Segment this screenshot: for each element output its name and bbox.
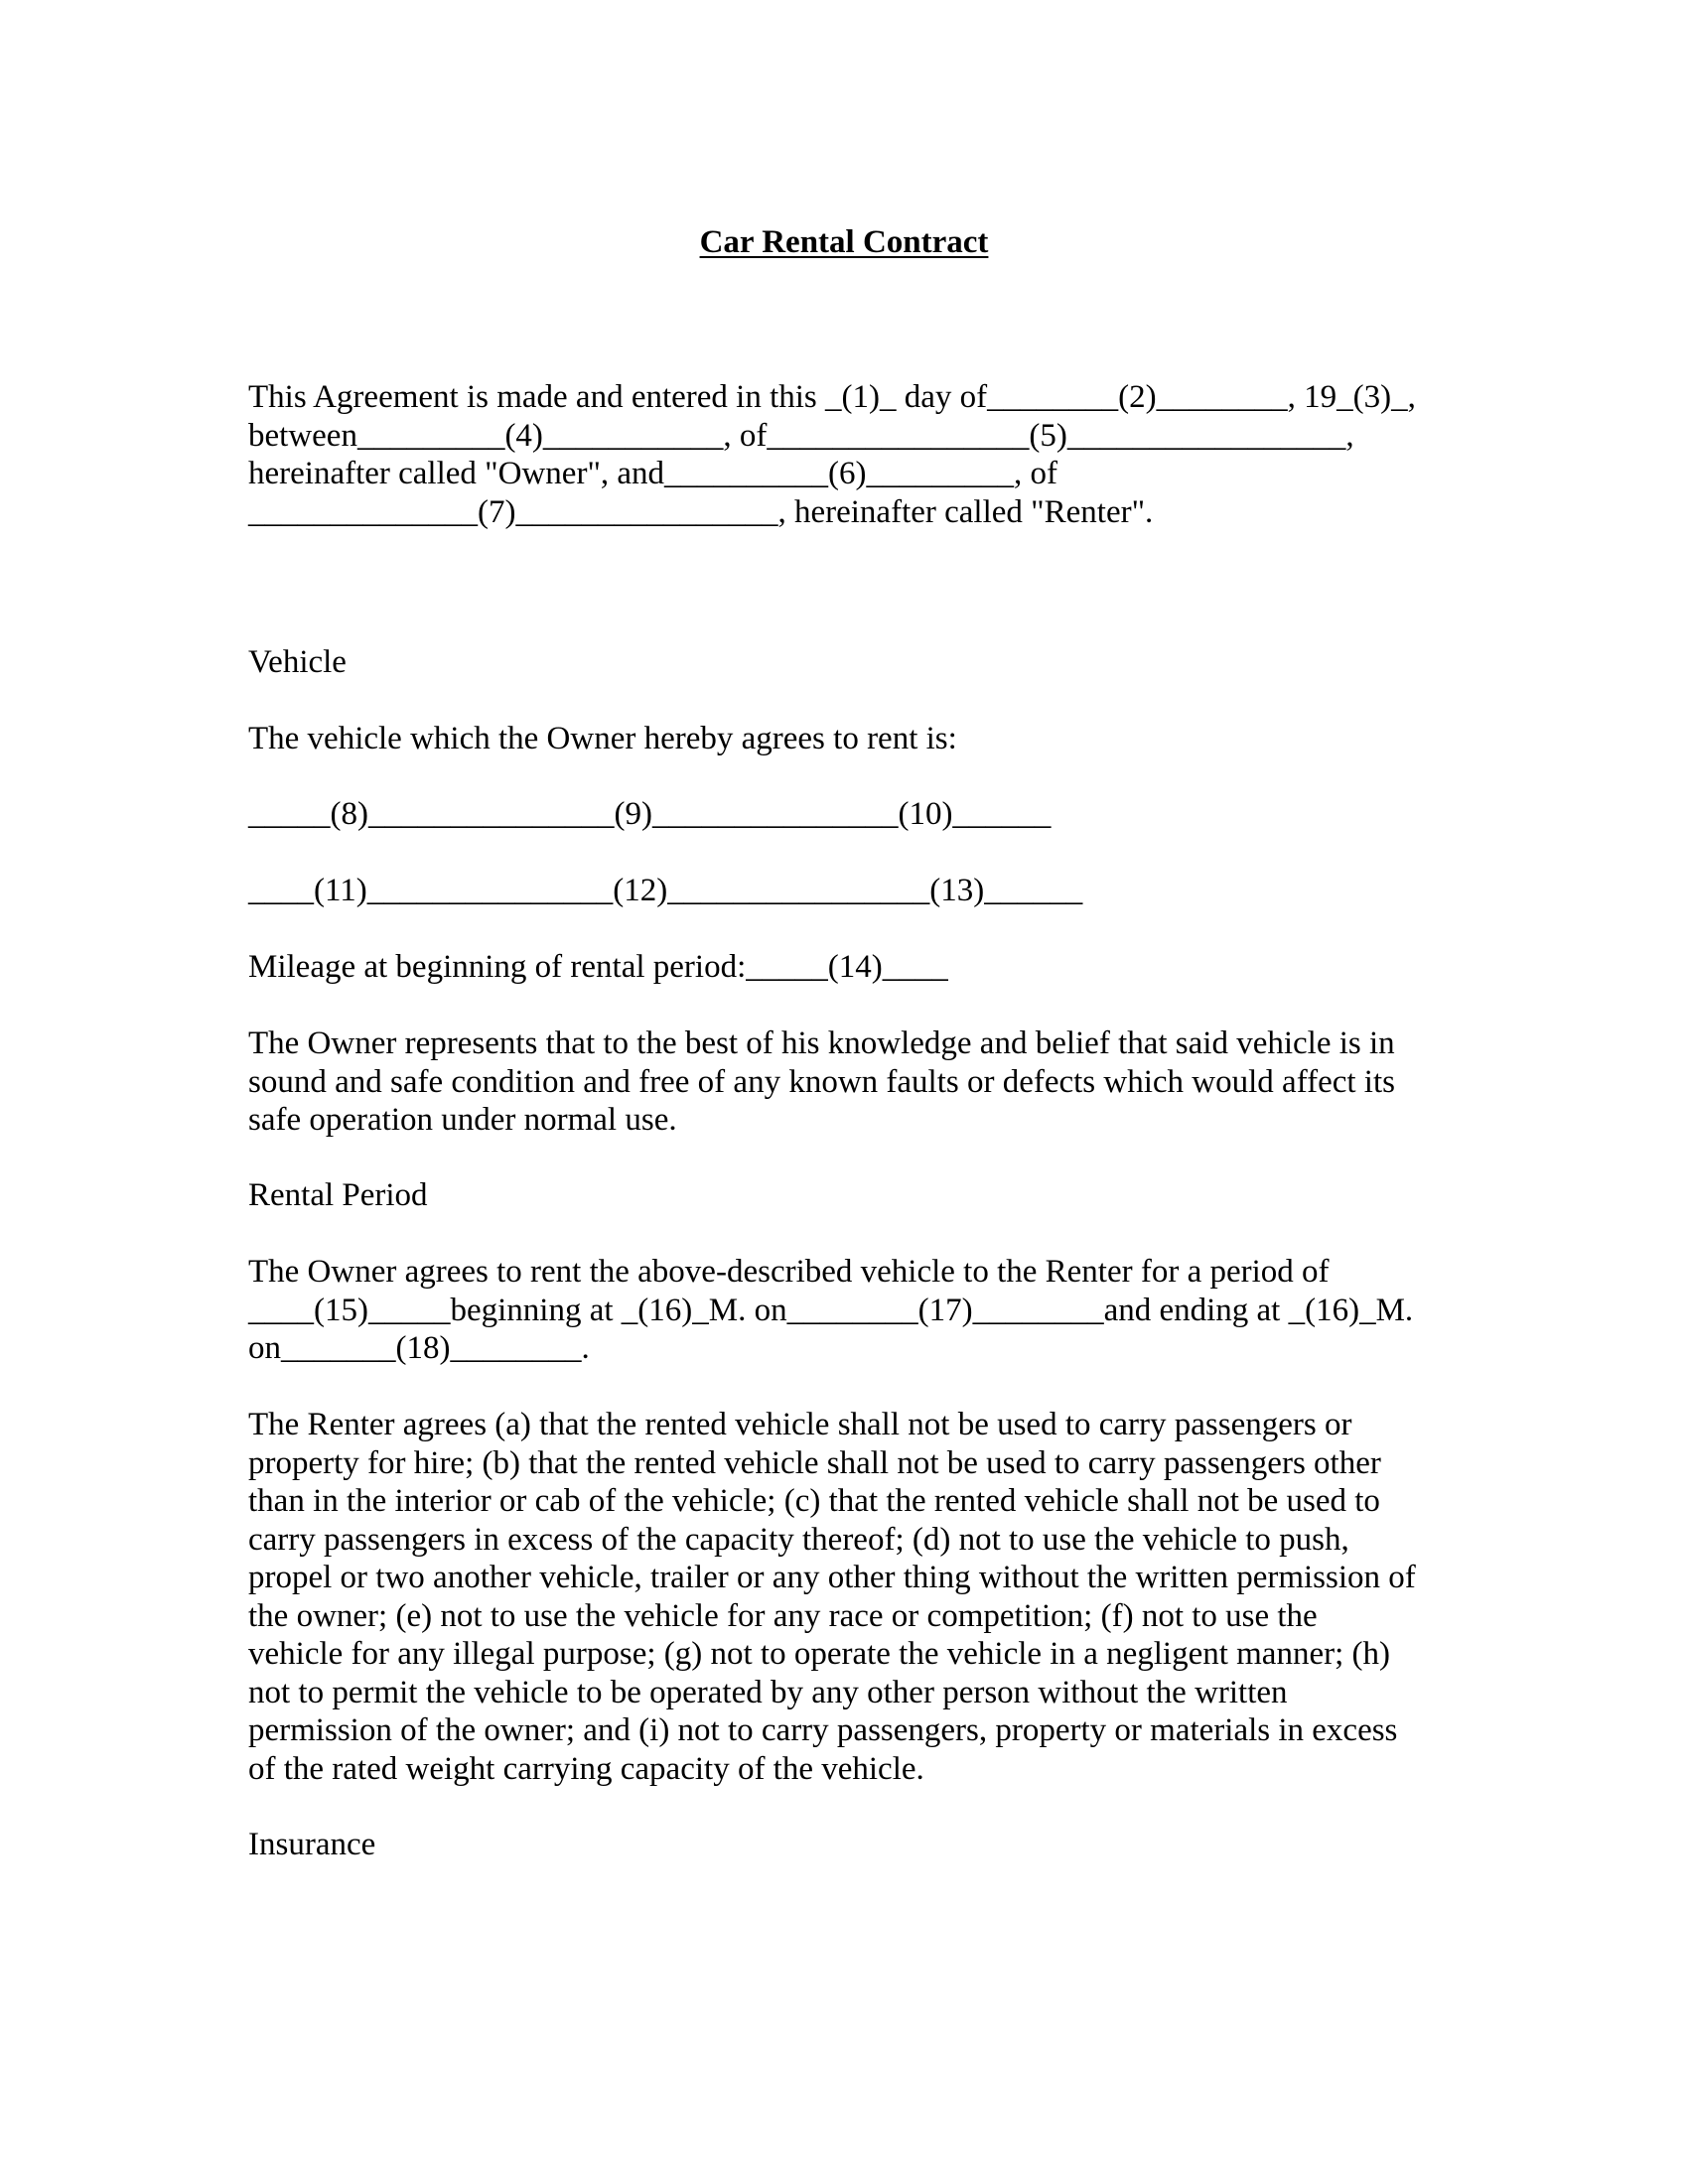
paragraph-line: vehicle for any illegal purpose; (g) not to operate the vehicle in a negligent manner; (h) <box>248 1636 1390 1672</box>
paragraph-line: The Renter agrees (a) that the rented vehicle shall not be used to carry passengers or <box>248 1407 1352 1442</box>
paragraph-line: the owner; (e) not to use the vehicle for any race or competition; (f) not to use the <box>248 1597 1318 1634</box>
paragraph-line: permission of the owner; and (i) not to carry passengers, property or materials in excess <box>248 1712 1398 1748</box>
intro-line: between_________(4)___________, of________________(5)_________________, <box>248 417 1354 454</box>
mileage-line <box>248 948 1479 987</box>
mileage-line-text: Mileage at beginning of rental period:_____(14)____ <box>248 949 948 985</box>
vehicle-intro <box>248 720 1479 758</box>
paragraph-line: on_______(18)________. <box>248 1330 590 1366</box>
paragraph-line: carry passengers in excess of the capacity thereof; (d) not to use the vehicle to push, <box>248 1521 1349 1558</box>
paragraph-line: of the rated weight carrying capacity of the vehicle. <box>248 1750 924 1787</box>
paragraph-line: safe operation under normal use. <box>248 1102 677 1138</box>
vehicle-row-2 <box>248 872 1479 910</box>
rental-period-heading-text: Rental Period <box>248 1177 428 1213</box>
intro-line: ______________(7)________________, hereinafter called "Renter". <box>248 493 1154 530</box>
paragraph-line: sound and safe condition and free of any known faults or defects which would affect its <box>248 1063 1395 1100</box>
renter-agrees-paragraph <box>248 1406 1479 1788</box>
document-title: Car Rental Contract <box>699 224 989 260</box>
intro-line: hereinafter called "Owner", and__________(6)_________, of <box>248 456 1058 491</box>
paragraph-line: ____(15)_____beginning at _(16)_M. on________(17)________and ending at _(16)_M. <box>248 1292 1414 1328</box>
vehicle-heading-text: Vehicle <box>248 644 347 680</box>
paragraph-line: than in the interior or cab of the vehicle; (c) that the rented vehicle shall not be used to <box>248 1483 1380 1519</box>
vehicle-intro-text: The vehicle which the Owner hereby agrees to rent is: <box>248 721 957 756</box>
vehicle-row-1-text: _____(8)_______________(9)_______________(10)______ <box>248 796 1052 832</box>
vehicle-row-2-text: ____(11)_______________(12)________________(13)______ <box>248 873 1083 908</box>
paragraph-line: The Owner represents that to the best of his knowledge and belief that said vehicle is in <box>248 1025 1395 1061</box>
vehicle-heading <box>248 643 1479 682</box>
rental-period-heading <box>248 1176 1479 1215</box>
paragraph-line: propel or two another vehicle, trailer or any other thing without the written permission of <box>248 1560 1416 1595</box>
insurance-heading-text: Insurance <box>248 1827 376 1862</box>
rental-period-paragraph <box>248 1253 1479 1368</box>
paragraph-line: not to permit the vehicle to be operated by any other person without the written <box>248 1674 1288 1710</box>
paragraph-line: The Owner agrees to rent the above-described vehicle to the Renter for a period of <box>248 1254 1330 1290</box>
insurance-heading <box>248 1826 1479 1864</box>
intro-paragraph <box>248 378 1479 531</box>
vehicle-row-1 <box>248 795 1479 834</box>
owner-represents-paragraph <box>248 1024 1479 1140</box>
paragraph-line: property for hire; (b) that the rented vehicle shall not be used to carry passengers other <box>248 1444 1381 1481</box>
intro-line: This Agreement is made and entered in this _(1)_ day of________(2)________, 19_(3)_, <box>248 379 1416 415</box>
